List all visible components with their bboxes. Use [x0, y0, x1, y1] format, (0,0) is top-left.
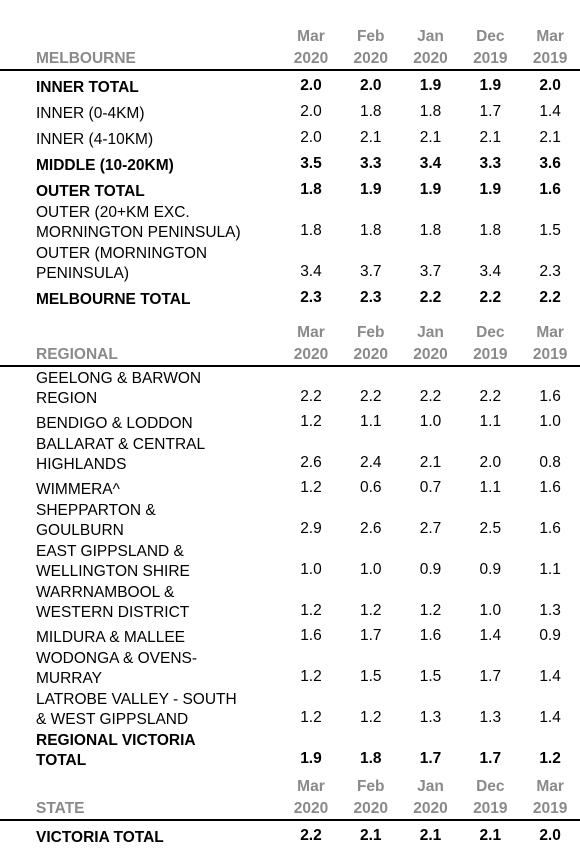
cell-value: 1.8: [359, 221, 382, 239]
cell-value: 1.9: [479, 76, 502, 94]
cell-value: 3.7: [359, 262, 382, 280]
cell-value: 2.1: [419, 453, 442, 471]
cell-value: 1.1: [479, 412, 502, 430]
table-row: [0, 581, 580, 622]
row-label: [0, 688, 281, 729]
cell-value: 3.3: [359, 154, 382, 172]
row-label-line: WODONGA & OVENS-: [36, 650, 198, 667]
col-year: 2020: [281, 342, 341, 366]
cell-value: 0.6: [359, 478, 382, 496]
section-heading: REGIONAL: [0, 342, 281, 366]
row-label: INNER (0-4KM): [36, 104, 145, 122]
cell-value: 1.8: [359, 102, 382, 120]
cell-value: 1.0: [359, 560, 382, 578]
state-table: [0, 772, 580, 847]
cell-value: 1.1: [539, 560, 561, 578]
table-row: [0, 123, 580, 149]
table-row: [0, 149, 580, 175]
cell-value: 1.6: [539, 180, 561, 198]
header-months-row: [0, 318, 580, 342]
cell-value: 3.5: [300, 154, 322, 172]
cell-value: 3.4: [300, 262, 322, 280]
row-label-line: REGIONAL VICTORIA: [36, 732, 196, 749]
cell-value: 1.8: [300, 221, 322, 239]
cell-value: 2.6: [300, 453, 322, 471]
cell-value: 2.2: [479, 387, 502, 405]
col-month: Feb: [356, 323, 385, 341]
col-month: Mar: [297, 323, 325, 341]
cell-value: 1.0: [479, 601, 502, 619]
cell-value: 0.9: [539, 626, 561, 644]
table-row: [0, 97, 580, 123]
cell-value: 1.0: [419, 412, 442, 430]
col-year: 2020: [341, 46, 401, 70]
row-label-line: OUTER (20+KM EXC.: [36, 204, 190, 221]
cell-value: 2.1: [479, 826, 502, 844]
col-month: Jan: [417, 777, 444, 795]
cell-value: 1.4: [539, 708, 561, 726]
row-label-line: EAST GIPPSLAND &: [36, 543, 184, 560]
cell-value: 1.6: [419, 626, 442, 644]
cell-value: 1.7: [479, 102, 502, 120]
row-label: [0, 242, 281, 283]
cell-value: 2.3: [359, 288, 382, 306]
col-year: 2019: [460, 46, 520, 70]
table-row: [0, 175, 580, 201]
col-month: Feb: [356, 777, 385, 795]
row-label: WIMMERA^: [36, 480, 120, 498]
row-label: INNER TOTAL: [36, 78, 139, 96]
row-label: MELBOURNE TOTAL: [36, 290, 191, 308]
row-label: [0, 499, 281, 540]
cell-value: 1.2: [300, 478, 322, 496]
cell-value: 1.7: [479, 749, 502, 767]
row-label: [0, 647, 281, 688]
melbourne-table: [0, 22, 580, 309]
cell-value: 1.9: [419, 180, 442, 198]
col-year: 2019: [520, 46, 580, 70]
cell-value: 1.2: [300, 667, 322, 685]
cell-value: 1.8: [300, 180, 322, 198]
header-years-row: [0, 46, 580, 70]
cell-value: 2.2: [300, 387, 322, 405]
cell-value: 2.2: [359, 387, 382, 405]
cell-value: 3.6: [539, 154, 561, 172]
cell-value: 2.2: [419, 387, 442, 405]
row-label-line: TOTAL: [36, 751, 87, 769]
cell-value: 2.0: [539, 76, 561, 94]
table-row: [0, 820, 580, 847]
cell-value: 2.0: [539, 826, 561, 844]
cell-value: 2.1: [359, 826, 382, 844]
cell-value: 2.2: [419, 288, 442, 306]
table-row: [0, 474, 580, 499]
row-label: MILDURA & MALLEE: [36, 628, 186, 646]
col-month: Dec: [476, 27, 505, 45]
cell-value: 1.7: [359, 626, 382, 644]
cell-value: 1.2: [419, 601, 442, 619]
cell-value: 2.1: [479, 128, 502, 146]
cell-value: 2.2: [539, 288, 561, 306]
row-label-line: WELLINGTON SHIRE: [36, 562, 190, 580]
row-label-line: PENINSULA): [36, 264, 130, 282]
row-label-line: REGION: [36, 389, 98, 407]
table-row: [0, 433, 580, 474]
cell-value: 1.5: [539, 221, 561, 239]
cell-value: 0.9: [419, 560, 442, 578]
col-month: Dec: [476, 323, 505, 341]
cell-value: 2.5: [479, 519, 502, 537]
row-label-line: GEELONG & BARWON: [36, 370, 202, 387]
regional-table: [0, 318, 580, 770]
cell-value: 3.7: [419, 262, 442, 280]
header-years-row: [0, 342, 580, 366]
cell-value: 1.7: [419, 749, 442, 767]
cell-value: 3.4: [419, 154, 442, 172]
col-month: Jan: [417, 27, 444, 45]
cell-value: 2.1: [539, 128, 561, 146]
cell-value: 2.3: [300, 288, 322, 306]
col-year: 2019: [460, 796, 520, 820]
cell-value: 1.5: [419, 667, 442, 685]
cell-value: 2.0: [300, 128, 322, 146]
cell-value: 2.0: [359, 76, 382, 94]
cell-value: 1.2: [359, 601, 382, 619]
row-label: [0, 366, 281, 408]
col-year: 2020: [401, 342, 461, 366]
row-label-line: WESTERN DISTRICT: [36, 603, 190, 621]
row-label-line: MURRAY: [36, 669, 103, 687]
cell-value: 1.6: [539, 387, 561, 405]
cell-value: 1.2: [359, 708, 382, 726]
row-label-line: OUTER (MORNINGTON: [36, 245, 208, 262]
cell-value: 1.1: [359, 412, 382, 430]
row-label: [0, 201, 281, 242]
col-year: 2019: [520, 342, 580, 366]
col-year: 2019: [460, 342, 520, 366]
cell-value: 2.3: [539, 262, 561, 280]
cell-value: 1.9: [359, 180, 382, 198]
table-row: [0, 647, 580, 688]
cell-value: 2.6: [359, 519, 382, 537]
cell-value: 1.9: [479, 180, 502, 198]
table-row: [0, 729, 580, 770]
row-label: INNER (4-10KM): [36, 130, 154, 148]
col-year: 2020: [281, 796, 341, 820]
table-row: [0, 70, 580, 97]
cell-value: 1.8: [419, 221, 442, 239]
cell-value: 1.6: [300, 626, 322, 644]
cell-value: 2.4: [359, 453, 382, 471]
row-label: BENDIGO & LODDON: [36, 414, 193, 432]
row-label: [0, 581, 281, 622]
cell-value: 1.0: [539, 412, 561, 430]
cell-value: 2.2: [300, 826, 322, 844]
table-row: [0, 283, 580, 309]
cell-value: 2.0: [300, 76, 322, 94]
col-month: Feb: [356, 27, 385, 45]
cell-value: 1.3: [539, 601, 561, 619]
cell-value: 2.0: [300, 102, 322, 120]
col-month: Mar: [297, 27, 325, 45]
cell-value: 1.1: [479, 478, 502, 496]
cell-value: 2.1: [359, 128, 382, 146]
cell-value: 1.7: [479, 667, 502, 685]
table-row: [0, 366, 580, 408]
row-label-line: GOULBURN: [36, 521, 124, 539]
cell-value: 3.3: [479, 154, 502, 172]
cell-value: 1.8: [359, 749, 382, 767]
cell-value: 2.2: [479, 288, 502, 306]
table-row: [0, 408, 580, 433]
cell-value: 1.6: [539, 478, 561, 496]
cell-value: 1.8: [419, 102, 442, 120]
cell-value: 0.9: [479, 560, 502, 578]
cell-value: 1.0: [300, 560, 322, 578]
col-month: Mar: [297, 777, 325, 795]
table-row: [0, 242, 580, 283]
row-label-line: MORNINGTON PENINSULA): [36, 223, 241, 241]
row-label-line: & WEST GIPPSLAND: [36, 710, 189, 728]
cell-value: 2.1: [419, 128, 442, 146]
col-month: Mar: [536, 777, 564, 795]
cell-value: 1.8: [479, 221, 502, 239]
table-row: [0, 688, 580, 729]
cell-value: 1.6: [539, 519, 561, 537]
cell-value: 1.2: [300, 412, 322, 430]
col-year: 2019: [520, 796, 580, 820]
table-row: [0, 622, 580, 647]
col-month: Mar: [536, 27, 564, 45]
cell-value: 1.2: [300, 601, 322, 619]
header-months-row: [0, 22, 580, 46]
cell-value: 1.5: [359, 667, 382, 685]
cell-value: 2.9: [300, 519, 322, 537]
row-label-line: HIGHLANDS: [36, 455, 127, 473]
section-heading: STATE: [0, 796, 281, 820]
row-label: MIDDLE (10-20KM): [36, 156, 174, 174]
cell-value: 1.2: [539, 749, 561, 767]
row-label: [0, 433, 281, 474]
cell-value: 0.8: [539, 453, 561, 471]
cell-value: 1.9: [419, 76, 442, 94]
col-year: 2020: [341, 796, 401, 820]
col-month: Dec: [476, 777, 505, 795]
row-label-line: SHEPPARTON &: [36, 502, 156, 519]
cell-value: 2.1: [419, 826, 442, 844]
col-year: 2020: [401, 46, 461, 70]
col-year: 2020: [281, 46, 341, 70]
row-label: [0, 729, 281, 770]
cell-value: 3.4: [479, 262, 502, 280]
row-label: VICTORIA TOTAL: [36, 828, 164, 846]
col-year: 2020: [341, 342, 401, 366]
cell-value: 1.2: [300, 708, 322, 726]
col-month: Jan: [417, 323, 444, 341]
cell-value: 1.4: [539, 102, 561, 120]
row-label-line: LATROBE VALLEY - SOUTH: [36, 691, 237, 708]
cell-value: 2.7: [419, 519, 442, 537]
cell-value: 1.4: [479, 626, 502, 644]
table-row: [0, 201, 580, 242]
row-label-line: BALLARAT & CENTRAL: [36, 436, 206, 453]
cell-value: 1.3: [479, 708, 502, 726]
table-row: [0, 540, 580, 581]
cell-value: 1.3: [419, 708, 442, 726]
row-label: [0, 540, 281, 581]
cell-value: 1.4: [539, 667, 561, 685]
section-heading: MELBOURNE: [0, 46, 281, 70]
cell-value: 1.9: [300, 749, 322, 767]
header-years-row: [0, 796, 580, 820]
table-row: [0, 499, 580, 540]
cell-value: 0.7: [419, 478, 442, 496]
col-month: Mar: [536, 323, 564, 341]
row-label: OUTER TOTAL: [36, 182, 145, 200]
cell-value: 2.0: [479, 453, 502, 471]
col-year: 2020: [401, 796, 461, 820]
header-months-row: [0, 772, 580, 796]
row-label-line: WARRNAMBOOL &: [36, 584, 175, 601]
